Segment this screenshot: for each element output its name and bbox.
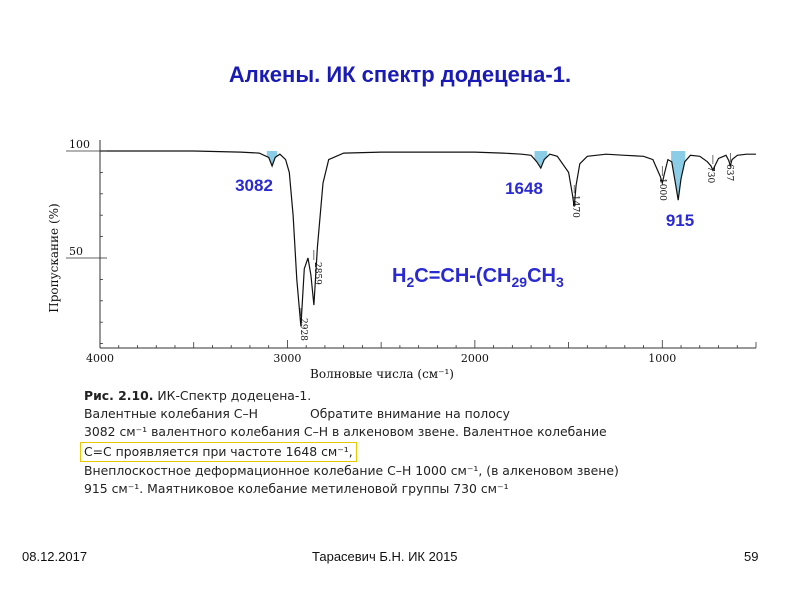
caption-note: Обратите внимание на полосу <box>309 406 510 422</box>
highlight-label-3082: 3082 <box>235 176 273 195</box>
highlight-band-1648 <box>535 151 548 168</box>
highlight-band-3082 <box>267 151 278 166</box>
peak-label-2859: 2859 <box>312 262 322 285</box>
caption-line-1 <box>84 387 784 405</box>
page-number: 59 <box>744 549 759 564</box>
footer-author: Тарасевич Б.Н. ИК 2015 <box>312 549 458 564</box>
highlight-band-915 <box>671 151 685 200</box>
x-tick-label: 1000 <box>648 352 677 365</box>
peak-label-2928: 2928 <box>298 318 308 341</box>
peak-label-1470: 1470 <box>570 195 580 218</box>
y-tick-label: 100 <box>69 138 90 151</box>
molecular-formula: $H_2C=CH-(CH_29CH_3$ <box>392 265 564 290</box>
highlight-label-1648: 1648 <box>505 179 543 198</box>
figure-caption <box>84 387 784 498</box>
caption-line-5: Внеплоскостное деформационное колебание С–Н 1000 см⁻¹, (в алкеновом звене) <box>84 462 619 478</box>
highlight-label-915: 915 <box>665 211 695 230</box>
caption-line-2: Валентные колебания С–Н Обратите внимание на полосу <box>84 405 784 423</box>
footer-date: 08.12.2017 <box>22 549 88 564</box>
y-tick-label: 50 <box>69 245 83 258</box>
peak-label-730: 730 <box>705 166 715 184</box>
peak-label-637: 637 <box>724 164 734 182</box>
x-tick-label: 3000 <box>273 352 302 365</box>
caption-highlight-box: С=С проявляется при частоте 1648 см⁻¹, <box>80 442 357 462</box>
figure-title: ИК-Спектр додецена-1. <box>157 388 312 403</box>
caption-line-3: 3082 см⁻¹ валентного колебания С–Н в алкеновом звене. Валентное колебание <box>84 424 607 440</box>
caption-line-4 <box>84 442 784 462</box>
x-tick-label: 2000 <box>460 352 489 365</box>
caption-line-6: 915 см⁻¹. Маятниковое колебание метиленовой группы 730 см⁻¹ <box>84 481 509 497</box>
figure-label: Рис. 2.10. <box>84 388 154 403</box>
peak-label-1000: 1000 <box>657 178 667 201</box>
x-tick-label: 4000 <box>86 352 114 365</box>
x-axis-label: Волновые числа (см⁻¹) <box>310 367 454 381</box>
y-axis-label: Пропускание (%) <box>47 203 61 313</box>
slide-title: Алкены. ИК спектр додецена-1. <box>228 62 572 87</box>
